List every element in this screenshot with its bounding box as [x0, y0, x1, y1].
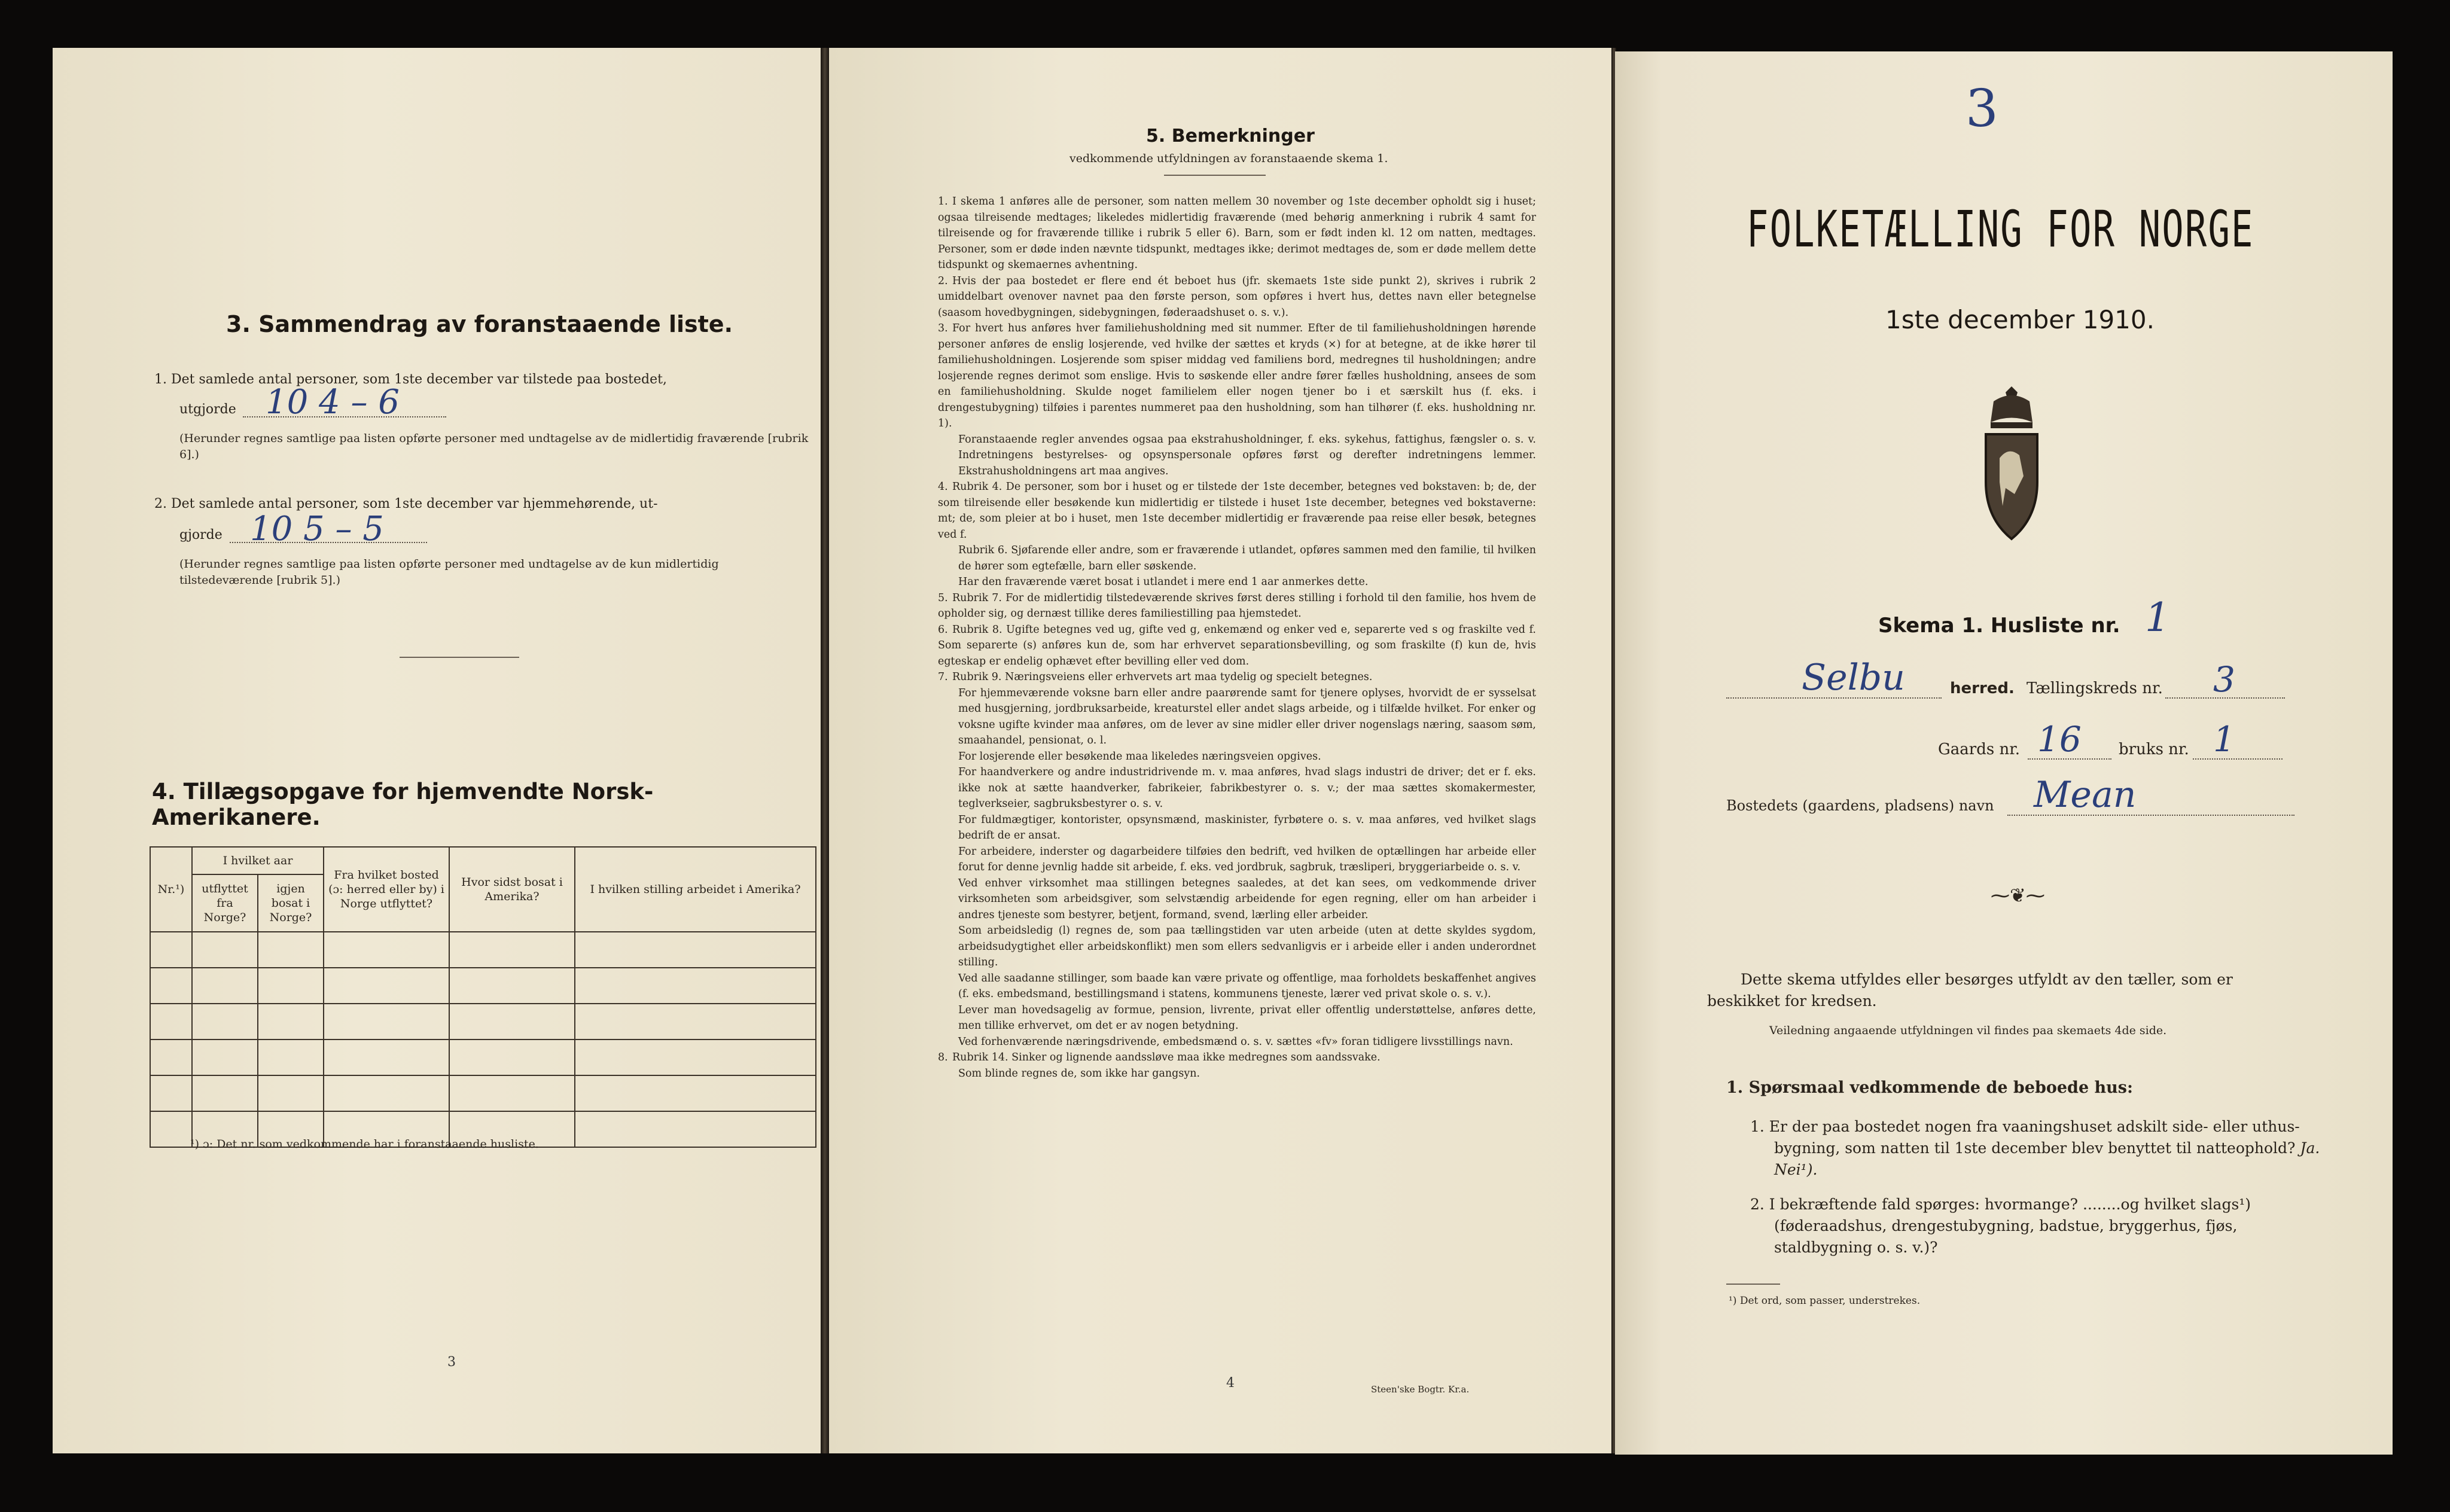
bruks-handwritten: 1: [2213, 719, 2235, 760]
herred-label: herred.: [1950, 679, 2015, 697]
remark-paragraph: 2. Hvis der paa bostedet er flere end ét beboet hus (jfr. skemaets 1ste side punkt 2), skrives i rubrik 2 umiddelbart ovenover navnet paa den første person, som opføres i hvert hus, dettes navn eller betegnelse (saasom hovedbygningen, sidebygningen, føderaadshuset o. s. v.).: [938, 275, 1536, 319]
remark-paragraph: For arbeidere, inderster og dagarbeidere tilføies den bedrift, ved hvilken de optællingen har arbeide eller forut for denne jevnlig hadde sit arbeide, f. eks. ved jordbruk, sagbruk, træsliperi, bryggeriarbeide o. s. v.: [958, 845, 1536, 873]
remarks-body: [938, 194, 1536, 1081]
col-nr: Nr.¹): [150, 847, 192, 932]
s3-item1-text: 1. Det samlede antal personer, som 1ste december var tilstede paa bostedet,: [154, 372, 667, 387]
remark-paragraph: Ved enhver virksomhet maa stillingen betegnes saaledes, at det kan sees, om vedkommende driver virksomheten som arbeidsgiver, som selvstændig arbeidende for egen regning, eller om han arbeider i andres tjeneste som bestyrer, betjent, formand, svend, lærling eller arbeider.: [958, 877, 1536, 921]
s3-item2-handwritten: 10 5 – 5: [250, 510, 384, 548]
husliste-number-handwritten: 1: [2145, 595, 2170, 641]
question-2: 2. I bekræftende fald spørges: hvormange? ........og hvilket slags¹) (føderaadshus, drengestubygning, badstue, bryggerhus, fjøs, staldbygning o. s. v.)?: [1750, 1196, 2251, 1256]
intro-text: Dette skema utfyldes eller besørges utfyldt av den tæller, som er beskikket for kredsen.: [1707, 971, 2233, 1010]
gaards-label: Gaards nr.: [1938, 740, 2021, 758]
bruks-label: bruks nr.: [2119, 740, 2189, 758]
schema-label: Skema 1. Husliste nr.: [1878, 614, 2120, 638]
question-1-answer: Ja. Nei¹).: [1774, 1139, 2320, 1178]
remark-paragraph: Rubrik 6. Sjøfarende eller andre, som er fraværende i utlandet, opføres sammen med den familie, til hvilken de hører som egtefælle, barn eller søskende.: [958, 544, 1536, 572]
remark-paragraph: Ved forhenværende næringsdrivende, embedsmænd o. s. v. sættes «fv» foran tidligere livsstillings navn.: [958, 1035, 1513, 1048]
page-number-left: 3: [447, 1355, 456, 1370]
section-4-title: 4. Tillægsopgave for hjemvendte Norsk-Amerikanere.: [152, 779, 654, 830]
col-group-year: I hvilket aar: [192, 847, 324, 874]
bosted-handwritten: Mean: [2034, 774, 2137, 816]
s3-item1-label: utgjorde: [179, 402, 236, 417]
gaards-handwritten: 16: [2037, 719, 2082, 760]
table-row: [150, 1075, 816, 1111]
census-date: 1ste december 1910.: [1885, 305, 2155, 334]
remark-paragraph: 3. For hvert hus anføres hver familiehusholdning med sit nummer. Efter de til familiehusholdningen hørende personer anføres de enslig losjerende, ved hvilke der sættes et kryds (×) for at betegne, at de ikke hører til familiehusholdningen. Losjerende som spiser middag ved familiens bord, medregnes til husholdningen; andre losjerende regnes derimot som enslige. Hvis to søskende eller andre fører fælles husholdning, ansees de som en familiehusholdning. Skulde noget familielem eller nogen tjener bo i et særskilt hus (f. eks. i drengestubygning) tilføies i parentes nummeret paa den husholdning, som han tilhører (f. eks. husholdning nr. 1).: [938, 322, 1536, 429]
ornament-divider-icon: ⁓❦⁓: [1991, 884, 2045, 907]
remark-paragraph: 4. Rubrik 4. De personer, som bor i huset og er tilstede der 1ste december, betegnes ved bokstaven: b; de, der som tilreisende eller besøkende kun midlertidig er tilstede i huset 1ste december, betegnes ved bokstaverne: mt; de, som pleier at bo i huset, men 1ste december midlertidig er fraværende paa reise eller besøk, betegnes ved f.: [938, 481, 1536, 541]
printer-mark: Steen'ske Bogtr. Kr.a.: [1371, 1384, 1470, 1395]
table-footnote: ¹) ɔ: Det nr. som vedkommende har i foranstaaende husliste.: [190, 1138, 539, 1151]
col-returned: igjen bosat i Norge?: [258, 874, 324, 932]
page-middle: [829, 48, 1611, 1453]
page-fold: [821, 48, 829, 1453]
remark-paragraph: Som blinde regnes de, som ikke har gangsyn.: [958, 1067, 1200, 1080]
section-3-title: 3. Sammendrag av foranstaaende liste.: [226, 311, 733, 337]
remark-paragraph: 6. Rubrik 8. Ugifte betegnes ved ug, gifte ved g, enkemænd og enker ved e, separerte ved s og fraskilte ved f. Som separerte (s) anføres kun de, som har erhvervet separationsbevilling, og som fraskilte (f) kun de, hvis egteskap er endelig ophævet efter bevilling eller ved dom.: [938, 623, 1536, 667]
remark-paragraph: Ved alle saadanne stillinger, som baade kan være private og offentlige, maa forholdets beskaffenhet angives (f. eks. embedsmand, bestillingsmand i statens, kommunens tjeneste, lærer ved privat skole o. s. v.).: [958, 972, 1536, 1000]
col-position: I hvilken stilling arbeidet i Amerika?: [575, 847, 816, 932]
bruks-dotline: [2193, 758, 2283, 760]
remark-paragraph: For losjerende eller besøkende maa likeledes næringsveien opgives.: [958, 750, 1321, 763]
divider: [400, 657, 519, 658]
remark-paragraph: Foranstaaende regler anvendes ogsaa paa ekstrahusholdninger, f. eks. sykehus, fattighus, fængsler o. s. v. Indretningens bestyrelses- og opsynspersonale opføres først og derefter indretningens lemmer. Ekstrahusholdningens art maa angives.: [958, 433, 1536, 477]
remark-paragraph: For hjemmeværende voksne barn eller andre paarørende samt for tjenere oplyses, hvorvidt de er sysselsat med husgjerning, jordbruksarbeide, kreaturstel eller andet slags arbeide, og i tilfælde hvilket. For enker og voksne ugifte kvinder maa anføres, om de lever av sine midler eller driver nogenslags næring, saasom søm, smaahandel, pensionat, o. l.: [958, 687, 1536, 746]
remark-paragraph: 8. Rubrik 14. Sinker og lignende aandssløve maa ikke medregnes som aandssvake.: [938, 1051, 1381, 1063]
col-emigrated: utflyttet fra Norge?: [192, 874, 258, 932]
remark-paragraph: 1. I skema 1 anføres alle de personer, som natten mellem 30 november og 1ste december opholdt sig i huset; ogsaa tilreisende medtages; likeledes midlertidig fraværende (med behørig anmerkning i rubrik 4 samt for tilreisende og for fraværende tillike i rubrik 5 eller 6). Barn, som er født inden kl. 12 om natten, medtages. Personer, som er døde inden nævnte tidspunkt, medtages ikke; derimot medtages de, som er døde mellem dette tidspunkt og skemaernes avhentning.: [938, 196, 1536, 271]
intro-guidance: Veiledning angaaende utfyldningen vil findes paa skemaets 4de side.: [1769, 1024, 2167, 1037]
norwegian-coat-of-arms-icon: [1973, 386, 2050, 548]
s3-item1-note: (Herunder regnes samtlige paa listen opførte personer med undtagelse av de midlertidig fraværende [rubrik 6].): [179, 432, 809, 461]
question-1: 1. Er der paa bostedet nogen fra vaaningshuset adskilt side- eller uthus-bygning, som natten til 1ste december blev benyttet til natteophold? Ja. Nei¹).: [1750, 1118, 2320, 1178]
kreds-label: Tællingskreds nr.: [2027, 679, 2163, 697]
table-row: [150, 1040, 816, 1075]
remarks-divider: [1164, 175, 1266, 176]
col-from-where: Fra hvilket bosted (ɔ: herred eller by) i Norge utflyttet?: [324, 847, 449, 932]
remark-paragraph: 5. Rubrik 7. For de midlertidig tilstedeværende skrives først deres stilling i forhold til den familie, hos hvem de opholder sig, og dernæst tillike deres familiestilling paa hjemstedet.: [938, 592, 1536, 620]
page-left: [53, 48, 821, 1453]
remark-paragraph: Lever man hovedsagelig av formue, pension, livrente, privat eller offentlig understøttelse, anføres dette, men tillike erhvervet, om det er av nogen betydning.: [958, 1004, 1536, 1032]
table-row: [150, 968, 816, 1004]
s3-item2-text: 2. Det samlede antal personer, som 1ste december var hjemmehørende, ut-: [154, 496, 658, 511]
herred-handwritten: Selbu: [1802, 657, 1905, 699]
remarks-title: 5. Bemerkninger: [1146, 126, 1315, 147]
remarks-subtitle: vedkommende utfyldningen av foranstaaende skema 1.: [1069, 152, 1388, 165]
table-row: [150, 932, 816, 968]
census-title: FOLKETÆLLING FOR NORGE: [1747, 200, 2254, 258]
remark-paragraph: Har den fraværende været bosat i utlandet i mere end 1 aar anmerkes dette.: [958, 576, 1369, 588]
s3-item1-handwritten: 10 4 – 6: [266, 383, 400, 422]
remark-paragraph: 7. Rubrik 9. Næringsveiens eller erhvervets art maa tydelig og specielt betegnes.: [938, 671, 1373, 683]
s3-item2-label: gjorde: [179, 528, 223, 542]
norsk-amerikanere-table: [150, 846, 816, 1148]
page-right: [1615, 51, 2393, 1455]
right-footnote: ¹) Det ord, som passer, understrekes.: [1729, 1295, 1921, 1307]
s3-item2-note: (Herunder regnes samtlige paa listen opførte personer med undtagelse av de kun midlertidig tilstedeværende [rubrik 5].): [179, 557, 719, 587]
col-last-place: Hvor sidst bosat i Amerika?: [449, 847, 575, 932]
kreds-handwritten: 3: [2213, 659, 2235, 700]
remark-paragraph: For fuldmægtiger, kontorister, opsynsmænd, maskinister, fyrbøtere o. s. v. maa anføres, ved hvilket slags bedrift de er ansat.: [958, 813, 1536, 842]
bosted-label: Bostedets (gaardens, pladsens) navn: [1726, 797, 1994, 814]
question-section-title: 1. Spørsmaal vedkommende de beboede hus:: [1726, 1078, 2133, 1097]
remark-paragraph: Som arbeidsledig (l) regnes de, som paa tællingstiden var uten arbeide (uten at dette skyldes sygdom, arbeidsudygtighet eller arbeidskonflikt) men som ellers sedvanligvis er i arbeide eller i anden underordnet stilling.: [958, 925, 1536, 968]
remark-paragraph: For haandverkere og andre industridrivende m. v. maa anføres, hvad slags industri de driver; det er f. eks. ikke nok at sætte haandverker, fabrikeier, fabrikbestyrer o. s. v.; der maa sættes skomakermester, teglverkseier, sagbruksbestyrer o. s. v.: [958, 766, 1536, 810]
table-row: [150, 1004, 816, 1040]
corner-mark-handwritten: 3: [1966, 79, 1998, 139]
footnote-divider: [1726, 1284, 1780, 1285]
page-number-middle: 4: [1226, 1376, 1235, 1391]
